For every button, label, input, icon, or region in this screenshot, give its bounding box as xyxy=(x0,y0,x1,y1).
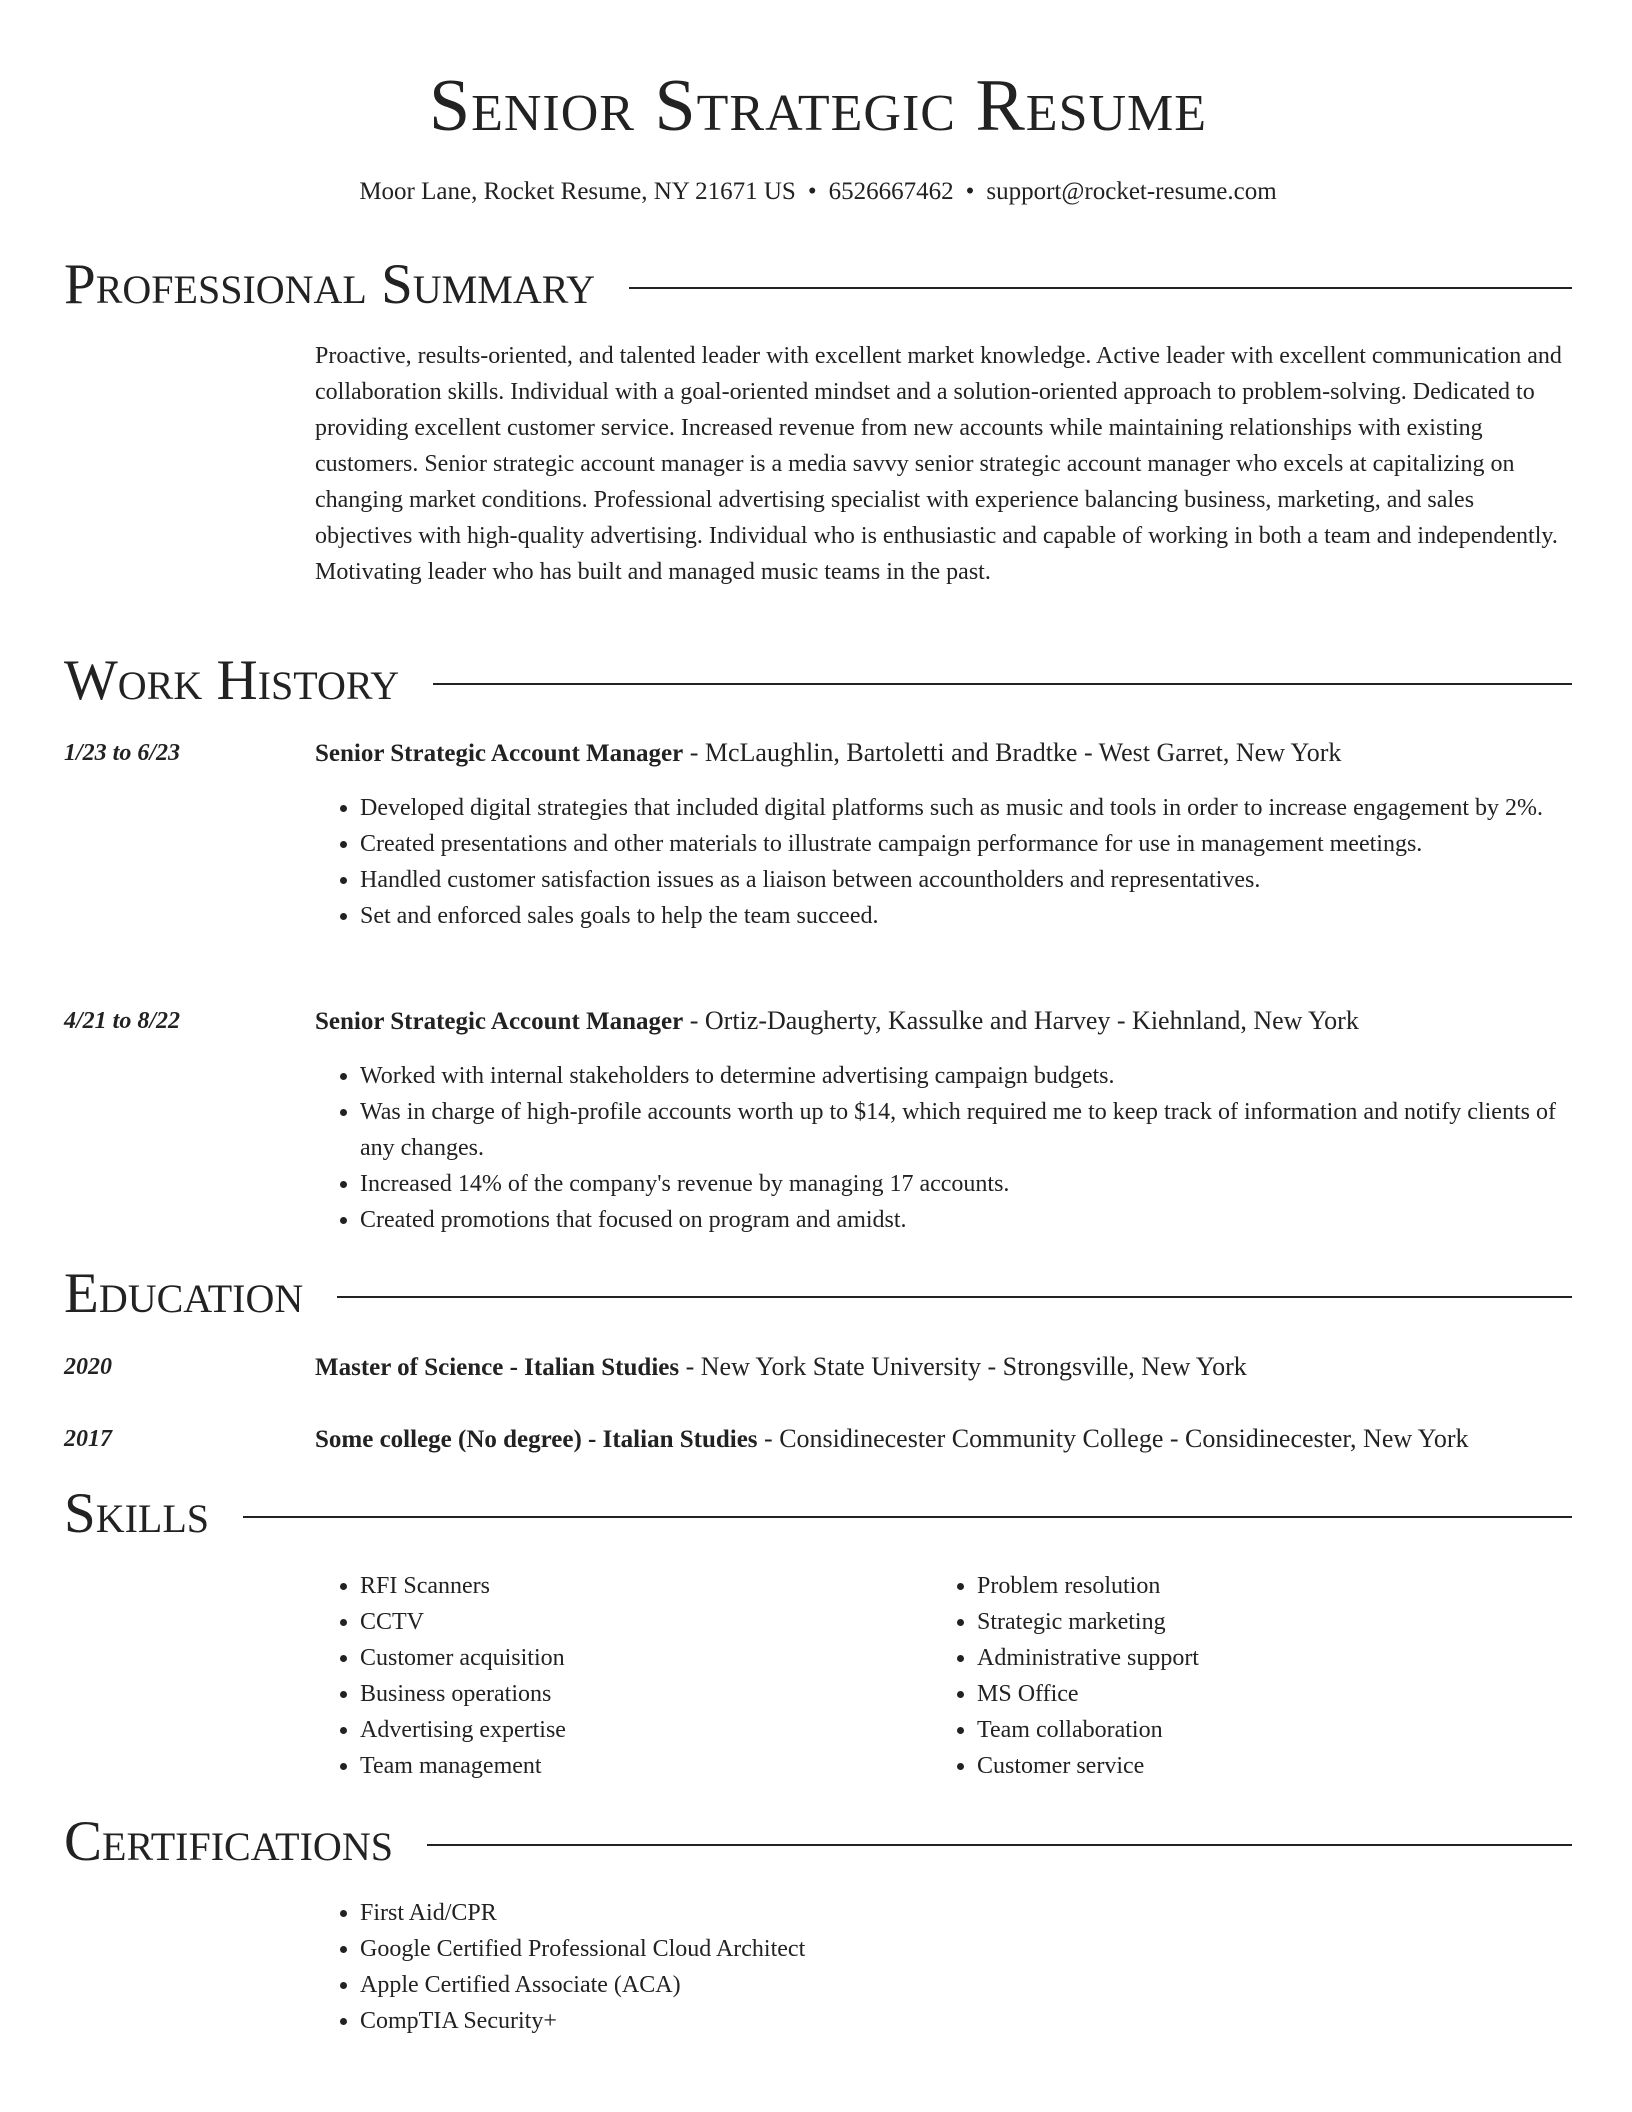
contact-email: support@rocket-resume.com xyxy=(986,178,1277,205)
list-item: • Increased 14% of the company's revenue by managing 17 accounts. xyxy=(360,1166,1572,1202)
education-details: - Considinecester Community College - Considinecester, New York xyxy=(757,1424,1469,1453)
section-title: Professional Summary xyxy=(64,253,596,316)
certification-item: • Google Certified Professional Cloud Architect xyxy=(360,1931,1360,1967)
certification-item: • CompTIA Security+ xyxy=(360,2003,1360,2039)
contact-address: Moor Lane, Rocket Resume, NY 21671 US xyxy=(359,178,796,205)
job-heading xyxy=(315,735,1572,772)
summary-paragraph: Proactive, results-oriented, and talented leader with excellent market knowledge. Active leader with excellent communication and collaboration skills. Individual with a goal-oriented mindset and a solution-oriented approach to problem-solving. Dedicated to providing excellent customer service. Increased revenue from new accounts while maintaining relationships with existing customers. Senior strategic account manager is a media savvy senior strategic account manager who excels at capitalizing on changing market conditions. Professional advertising specialist with experience balancing business, marketing, and sales objectives with high-quality advertising. Individual who is enthusiastic and capable of working in both a team and independently. Motivating leader who has built and managed music teams in the past. xyxy=(315,343,1562,585)
job-bullets xyxy=(315,790,1572,934)
skill-item: • Team management xyxy=(360,1748,960,1784)
list-item: • Was in charge of high-profile accounts worth up to $14, which required me to keep track of information and notify clients of any changes. xyxy=(360,1094,1572,1166)
skill-item: • Administrative support xyxy=(977,1640,1577,1676)
resume-name: Senior Strategic Resume xyxy=(428,65,1208,147)
skill-item: • Strategic marketing xyxy=(977,1604,1577,1640)
certification-item: • First Aid/CPR xyxy=(360,1895,1360,1931)
education-heading xyxy=(315,1349,1572,1386)
section-heading-work-history xyxy=(64,646,1572,716)
skill-item: • Team collaboration xyxy=(977,1712,1577,1748)
section-divider xyxy=(433,683,1572,685)
certifications-list xyxy=(315,1895,1360,2039)
contact-phone: 6526667462 xyxy=(828,178,954,205)
section-heading-certifications xyxy=(64,1807,1572,1877)
section-heading-education xyxy=(64,1259,1572,1329)
contact-separator: • xyxy=(807,178,817,205)
section-divider xyxy=(337,1296,1572,1298)
skill-item: • MS Office xyxy=(977,1676,1577,1712)
section-heading-summary xyxy=(64,250,1572,320)
contact-line xyxy=(64,174,1572,210)
education-heading xyxy=(315,1421,1572,1458)
skill-item: • Business operations xyxy=(360,1676,960,1712)
section-divider xyxy=(243,1516,1572,1518)
skill-item: • CCTV xyxy=(360,1604,960,1640)
education-year: 2020 xyxy=(64,1354,112,1380)
skill-item: • Customer acquisition xyxy=(360,1640,960,1676)
skills-list-left xyxy=(315,1568,960,1784)
section-title: Certifications xyxy=(64,1810,393,1873)
job-position: Senior Strategic Account Manager xyxy=(315,1008,684,1035)
education-year: 2017 xyxy=(64,1426,112,1452)
job-dates: 1/23 to 6/23 xyxy=(64,740,181,766)
list-item: • Developed digital strategies that included digital platforms such as music and tools in order to increase engagement by 2%. xyxy=(360,790,1572,826)
skill-item: • Advertising expertise xyxy=(360,1712,960,1748)
list-item: • Created promotions that focused on program and amidst. xyxy=(360,1202,1572,1238)
job-dates: 4/21 to 8/22 xyxy=(64,1008,181,1034)
section-title: Education xyxy=(64,1262,304,1325)
list-item: • Set and enforced sales goals to help the team succeed. xyxy=(360,898,1572,934)
section-divider xyxy=(427,1844,1572,1846)
contact-separator: • xyxy=(965,178,975,205)
education-degree: Some college (No degree) - Italian Studies xyxy=(315,1426,758,1453)
section-title: Skills xyxy=(64,1482,210,1545)
skill-item: • Problem resolution xyxy=(977,1568,1577,1604)
job-bullets xyxy=(315,1058,1572,1238)
list-item: • Worked with internal stakeholders to determine advertising campaign budgets. xyxy=(360,1058,1572,1094)
skill-item: • RFI Scanners xyxy=(360,1568,960,1604)
job-heading xyxy=(315,1003,1572,1040)
section-title: Work History xyxy=(64,649,400,712)
skill-item: • Customer service xyxy=(977,1748,1577,1784)
certification-item: • Apple Certified Associate (ACA) xyxy=(360,1967,1360,2003)
list-item: • Created presentations and other materials to illustrate campaign performance for use in management meetings. xyxy=(360,826,1572,862)
job-details: - Ortiz-Daugherty, Kassulke and Harvey - Kiehnland, New York xyxy=(683,1006,1359,1035)
education-details: - New York State University - Strongsville, New York xyxy=(679,1352,1247,1381)
section-heading-skills xyxy=(64,1479,1572,1549)
list-item: • Handled customer satisfaction issues as a liaison between accountholders and representatives. xyxy=(360,862,1572,898)
job-position: Senior Strategic Account Manager xyxy=(315,740,684,767)
skills-list-right xyxy=(932,1568,1577,1784)
job-details: - McLaughlin, Bartoletti and Bradtke - West Garret, New York xyxy=(683,738,1342,767)
section-divider xyxy=(629,287,1572,289)
education-degree: Master of Science - Italian Studies xyxy=(315,1354,680,1381)
